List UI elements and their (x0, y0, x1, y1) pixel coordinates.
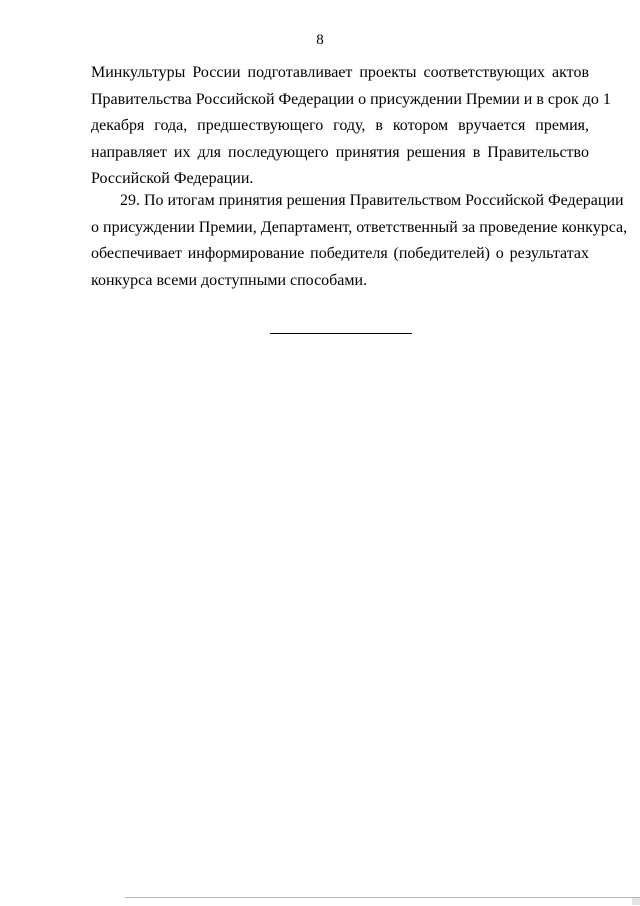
text-line: направляет их для последующего принятия решения в Правительство (91, 143, 589, 161)
text-line: Минкультуры России подготавливает проекты соответствующих актов (91, 64, 589, 81)
scan-corner-shadow (632, 898, 640, 905)
paragraph-continuation (91, 60, 611, 193)
paragraph-29 (91, 188, 628, 294)
text-line: 29. По итогам принятия решения Правительством Российской Федерации (120, 192, 624, 209)
text-line: обеспечивает информирование победителя (победителей) о результатах (91, 245, 589, 262)
text-line: конкурса всеми доступными способами. (91, 271, 368, 289)
text-line: Российской Федерации. (91, 170, 254, 187)
text-line: декабря года, предшествующего году, в котором вручается премия, (91, 117, 589, 134)
text-line: Правительства Российской Федерации о присуждении Премии и в срок до 1 (91, 90, 611, 108)
page-number: 8 (316, 32, 324, 48)
end-separator-line (270, 333, 412, 334)
text-line: о присуждении Премии, Департамент, ответственный за проведение конкурса, (91, 218, 628, 236)
